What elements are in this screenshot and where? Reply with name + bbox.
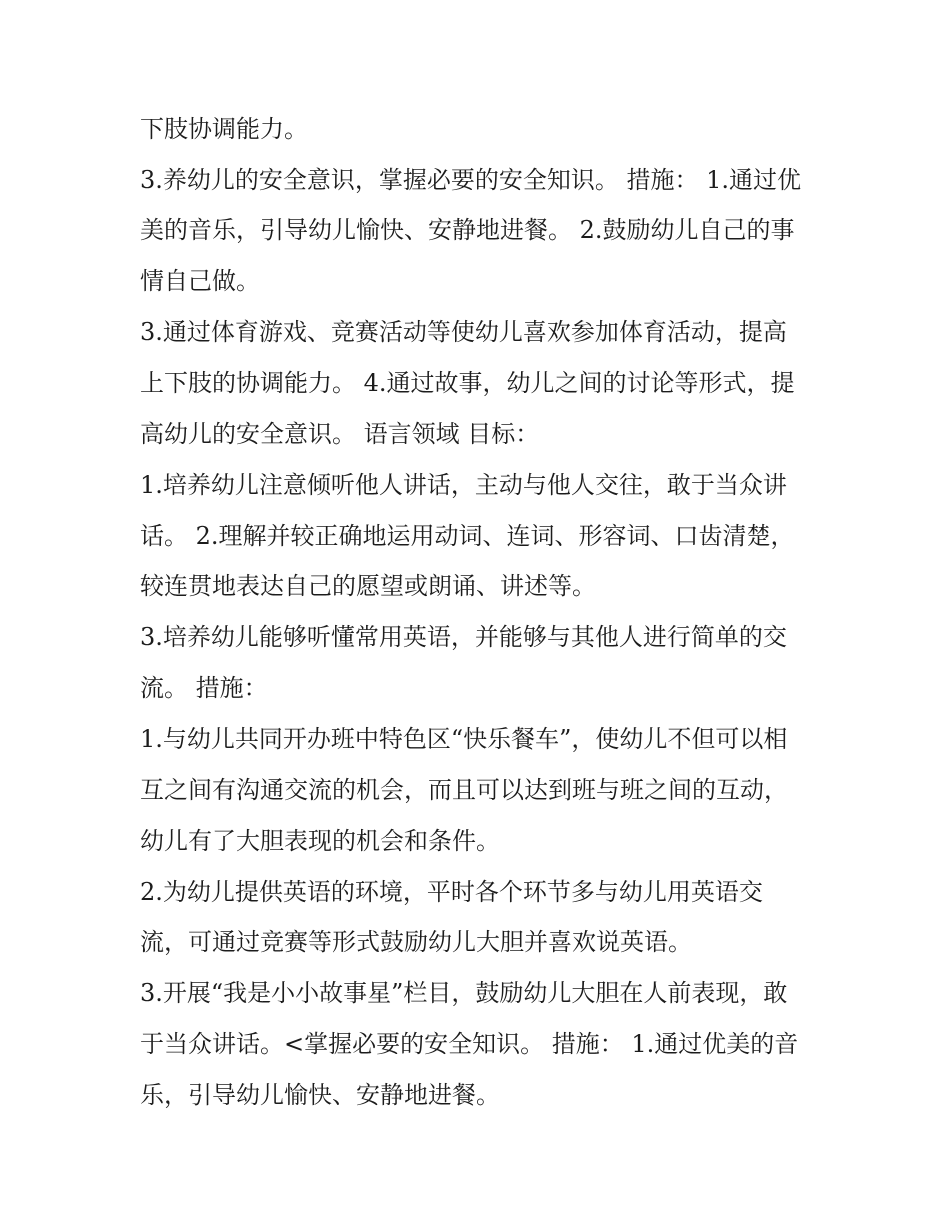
text-line: 下肢协调能力。 (140, 115, 308, 143)
text-line: 乐，引导幼儿愉快、安静地进餐。 (140, 1081, 500, 1109)
text-line: 1.与幼儿共同开办班中特色区“快乐餐车”，使幼儿不但可以相 (140, 725, 788, 753)
text-line: 较连贯地表达自己的愿望或朗诵、讲述等。 (140, 572, 596, 600)
text-line: 流。 措施： (140, 674, 268, 702)
text-line: 3.养幼儿的安全意识，掌握必要的安全知识。 措施： 1.通过优 (140, 166, 802, 194)
text-line: 话。 2.理解并较正确地运用动词、连词、形容词、口齿清楚， (140, 522, 795, 550)
text-line: 于当众讲话。<掌握必要的安全知识。 措施： 1.通过优美的音 (140, 1030, 799, 1058)
text-line: 幼儿有了大胆表现的机会和条件。 (140, 827, 500, 855)
text-line: 3.培养幼儿能够听懂常用英语，并能够与其他人进行简单的交 (140, 623, 787, 651)
text-line: 美的音乐，引导幼儿愉快、安静地进餐。 2.鼓励幼儿自己的事 (140, 216, 795, 244)
text-line: 2.为幼儿提供英语的环境，平时各个环节多与幼儿用英语交 (140, 878, 763, 906)
text-line: 3.通过体育游戏、竞赛活动等使幼儿喜欢参加体育活动，提高 (140, 318, 787, 346)
text-line: 情自己做。 (140, 267, 260, 295)
text-line: 流，可通过竞赛等形式鼓励幼儿大胆并喜欢说英语。 (140, 928, 692, 956)
text-line: 互之间有沟通交流的机会，而且可以达到班与班之间的互动， (140, 776, 788, 804)
text-line: 高幼儿的安全意识。 语言领域 目标： (140, 420, 540, 448)
text-line: 1.培养幼儿注意倾听他人讲话，主动与他人交往，敢于当众讲 (140, 471, 787, 499)
text-line: 3.开展“我是小小故事星”栏目，鼓励幼儿大胆在人前表现，敢 (140, 979, 788, 1007)
text-line: 上下肢的协调能力。 4.通过故事，幼儿之间的讨论等形式，提 (140, 369, 795, 397)
